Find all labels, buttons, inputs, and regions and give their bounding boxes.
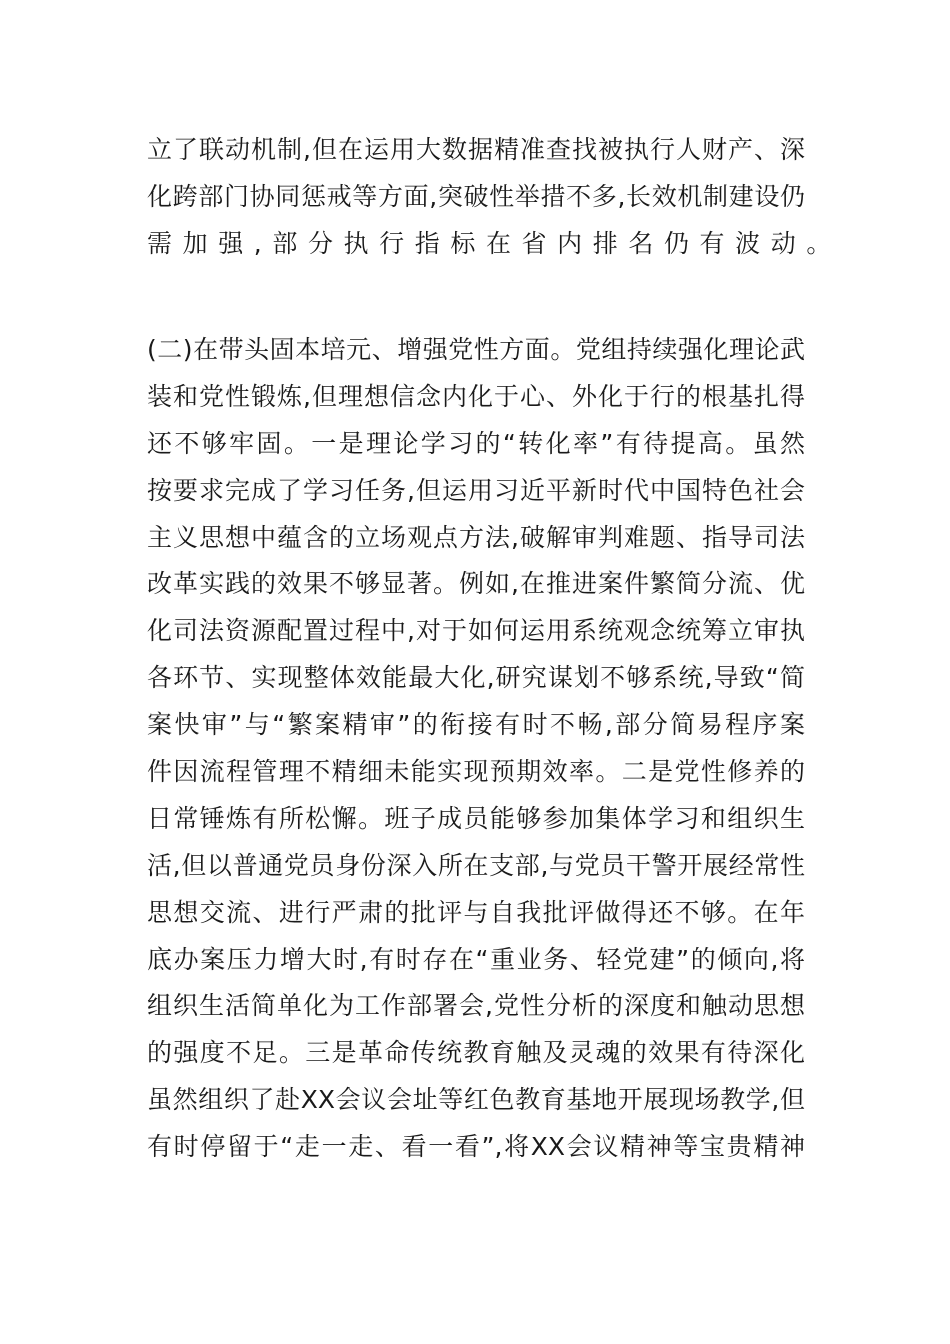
text-line: 有时停留于“走一走、看一看”,将XX会议精神等宝贵精神 <box>147 1132 805 1162</box>
text-line: 的强度不足。三是革命传统教育触及灵魂的效果有待深化 <box>147 1038 805 1068</box>
section-heading-line: (二)在带头固本培元、增强党性方面。党组持续强化理论武 <box>147 335 805 364</box>
text-line: 还不够牢固。一是理论学习的“转化率”有待提高。虽然 <box>147 428 805 458</box>
text-line: 件因流程管理不精细未能实现预期效率。二是党性修养的 <box>147 757 805 787</box>
text-line: 按要求完成了学习任务,但运用习近平新时代中国特色社会 <box>147 475 805 505</box>
text-line: 各环节、实现整体效能最大化,研究谋划不够系统,导致“简 <box>147 663 805 693</box>
text-line: 主义思想中蕴含的立场观点方法,破解审判难题、指导司法 <box>147 522 805 552</box>
paragraph-section-2 <box>147 332 805 1176</box>
text-line: 日常锤炼有所松懈。班子成员能够参加集体学习和组织生 <box>147 803 805 833</box>
text-line: 底办案压力增大时,有时存在“重业务、轻党建”的倾向,将 <box>147 944 805 974</box>
text-line: 组织生活简单化为工作部署会,党性分析的深度和触动思想 <box>147 991 805 1021</box>
paragraph-continuation <box>147 132 842 273</box>
text-line: 虽然组织了赴XX会议会址等红色教育基地开展现场教学,但 <box>147 1085 805 1115</box>
text-line: 化司法资源配置过程中,对于如何运用系统观念统筹立审执 <box>147 616 805 646</box>
text-line: 装和党性锻炼,但理想信念内化于心、外化于行的根基扎得 <box>147 381 805 411</box>
text-line: 思想交流、进行严肃的批评与自我批评做得还不够。在年 <box>147 897 805 927</box>
text-line: 立了联动机制,但在运用大数据精准查找被执行人财产、深 <box>147 135 805 164</box>
text-line: 需加强,部分执行指标在省内排名仍有波动。 <box>147 228 842 258</box>
text-line: 化跨部门协同惩戒等方面,突破性举措不多,长效机制建设仍 <box>147 181 805 211</box>
text-line: 改革实践的效果不够显著。例如,在推进案件繁简分流、优 <box>147 569 805 599</box>
text-line: 案快审”与“繁案精审”的衔接有时不畅,部分简易程序案 <box>147 710 805 740</box>
text-line: 活,但以普通党员身份深入所在支部,与党员干警开展经常性 <box>147 850 805 880</box>
